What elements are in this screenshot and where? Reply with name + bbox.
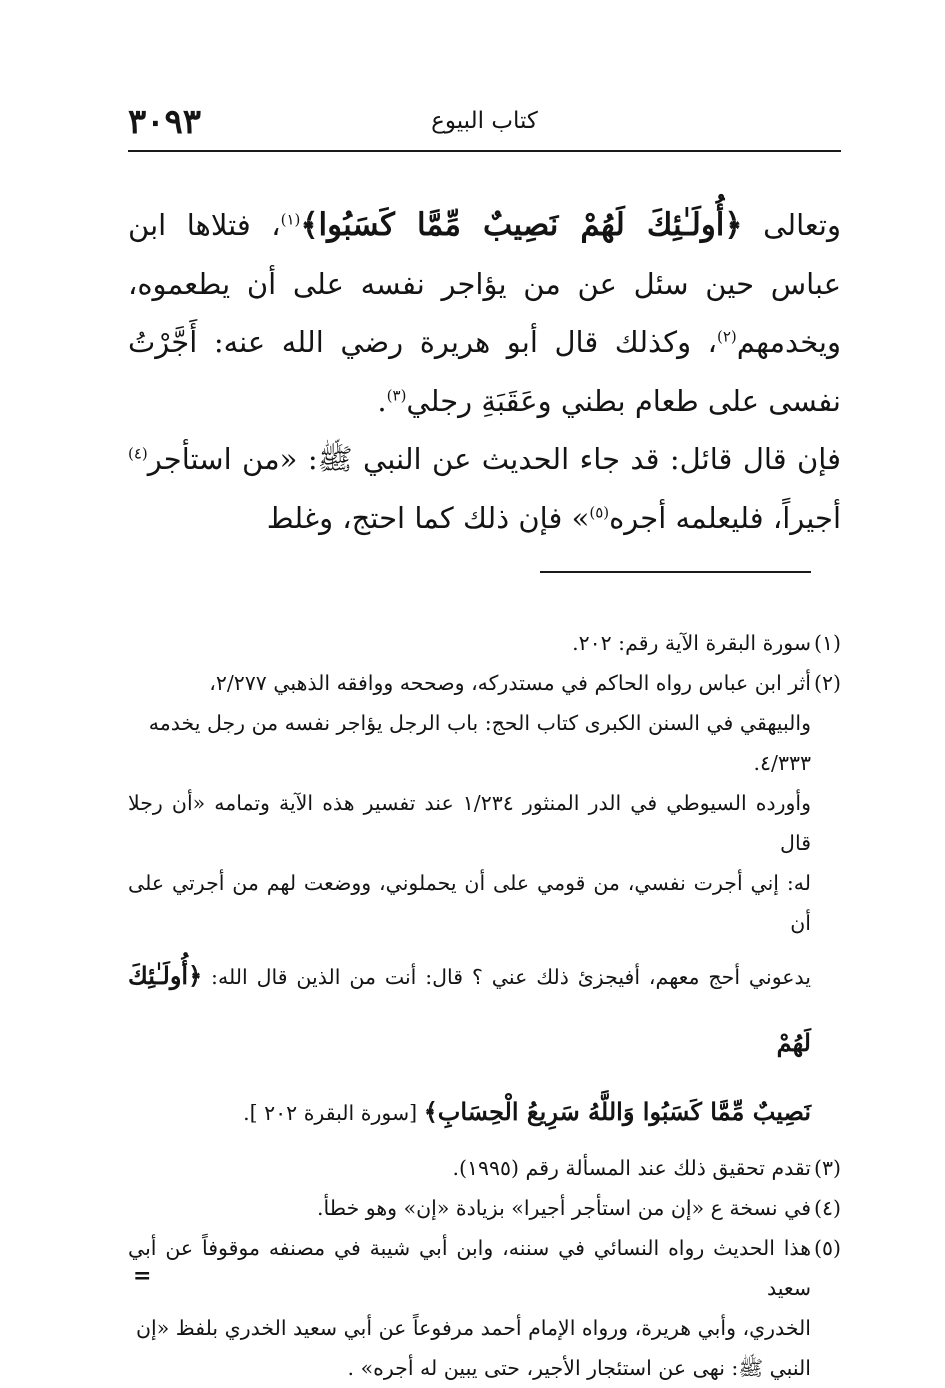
footnote-line: أثر ابن عباس رواه الحاكم في مستدركه، وصححه ووافقه الذهبي ٢/٢٧٧، (209, 671, 811, 695)
quran-verse: ﴿أُولَـٰئِكَ لَهُمْ (128, 961, 811, 1057)
footnote-mark: (٣) (813, 1156, 841, 1180)
footnote-line: وأورده السيوطي في الدر المنثور ١/٢٣٤ عند تفسير هذه الآية وتمامه «أن رجلا قال (128, 791, 811, 855)
footnote-ref-3: (٣) (386, 385, 407, 404)
footnote-ref-4: (٤) (128, 444, 148, 463)
text-run: . (377, 383, 387, 418)
footnote-1 (128, 623, 841, 663)
footnote-text: سورة البقرة الآية رقم: ٢٠٢. (572, 631, 811, 655)
footnote-line: له: إني أجرت نفسي، من قومي على أن يحملوني، ووضعت لهم من أجرتي على أن (128, 871, 811, 935)
paragraph-1 (128, 196, 841, 430)
text-run: يدعوني أحج معهم، أفيجزئ ذلك عني ؟ قال: أنت من الذين قال الله: (202, 965, 811, 989)
footnote-line (128, 943, 811, 1077)
footnote-line: والبيهقي في السنن الكبرى كتاب الحج: باب الرجل يؤاجر نفسه من رجل يخدمه (148, 711, 811, 735)
footnote-text: في نسخة ع «إن من استأجر أجيرا» بزيادة «إن» وهو خطأ. (317, 1196, 811, 1220)
text-run: أجيراً، فليعلمه أجره (609, 500, 841, 535)
text-run: ، وكذلك قال أبو هريرة رضي الله عنه: أَجَّرْتُ نفسى على طعام بطني وعَقَبَةِ رجلي (128, 325, 841, 418)
footnote-separator (540, 571, 811, 573)
footnote-mark: (١) (813, 631, 841, 655)
book-title: كتاب البيوع (431, 108, 538, 134)
page-number: ٣٠٩٣ (128, 102, 202, 142)
main-text (128, 196, 841, 547)
continuation-mark: = (133, 1263, 152, 1289)
paragraph-2 (128, 430, 841, 547)
text-run: ، فتلاها ابن عباس حين سئل عن من يؤاجر نفسه على أن يطعموه، ويخدمهم (128, 208, 841, 359)
footnote-mark: (٢) (813, 671, 841, 695)
footnote-mark: (٥) (813, 1236, 841, 1260)
footnotes (128, 623, 841, 1388)
footnote-line: هذا الحديث رواه النسائي في سننه، وابن أبي شيبة في مصنفه موقوفاً عن أبي سعيد (128, 1236, 811, 1300)
text-run: » فإن ذلك كما احتج، وغلط (266, 500, 590, 535)
footnote-ref-5: (٥) (589, 502, 610, 521)
footnote-line (128, 1077, 811, 1148)
footnote-ref-1: (١) (280, 210, 301, 229)
footnote-line: النبي ﷺ: نهى عن استئجار الأجير، حتى يبين له أجره» . (347, 1356, 811, 1380)
footnote-line: ٤/٣٣٣. (753, 751, 811, 775)
text-run: [سورة البقرة ٢٠٢ ]. (243, 1101, 424, 1125)
footnote-3 (128, 1148, 841, 1188)
footnote-5 (128, 1228, 841, 1388)
text-run: فإن قال قائل: قد جاء الحديث عن النبي ﷺ: «من استأجر (147, 442, 841, 476)
quran-verse: نَصِيبٌ مِّمَّا كَسَبُوا وَاللَّهُ سَرِيعُ الْحِسَابِ﴾ (423, 1097, 811, 1126)
footnote-ref-2: (٢) (717, 327, 737, 346)
quran-verse: ﴿أُولَـٰئِكَ لَهُمْ نَصِيبٌ مِّمَّا كَسَبُوا﴾ (300, 207, 743, 243)
footnote-4 (128, 1188, 841, 1228)
footnote-text: تقدم تحقيق ذلك عند المسألة رقم (١٩٩٥). (452, 1156, 811, 1180)
footnote-mark: (٤) (813, 1196, 841, 1220)
text-run: وتعالى (742, 208, 841, 242)
footnote-2 (128, 663, 841, 1148)
page-header (128, 98, 841, 152)
footnote-line: الخدري، وأبي هريرة، ورواه الإمام أحمد مرفوعاً عن أبي سعيد الخدري بلفظ «إن (136, 1316, 811, 1340)
